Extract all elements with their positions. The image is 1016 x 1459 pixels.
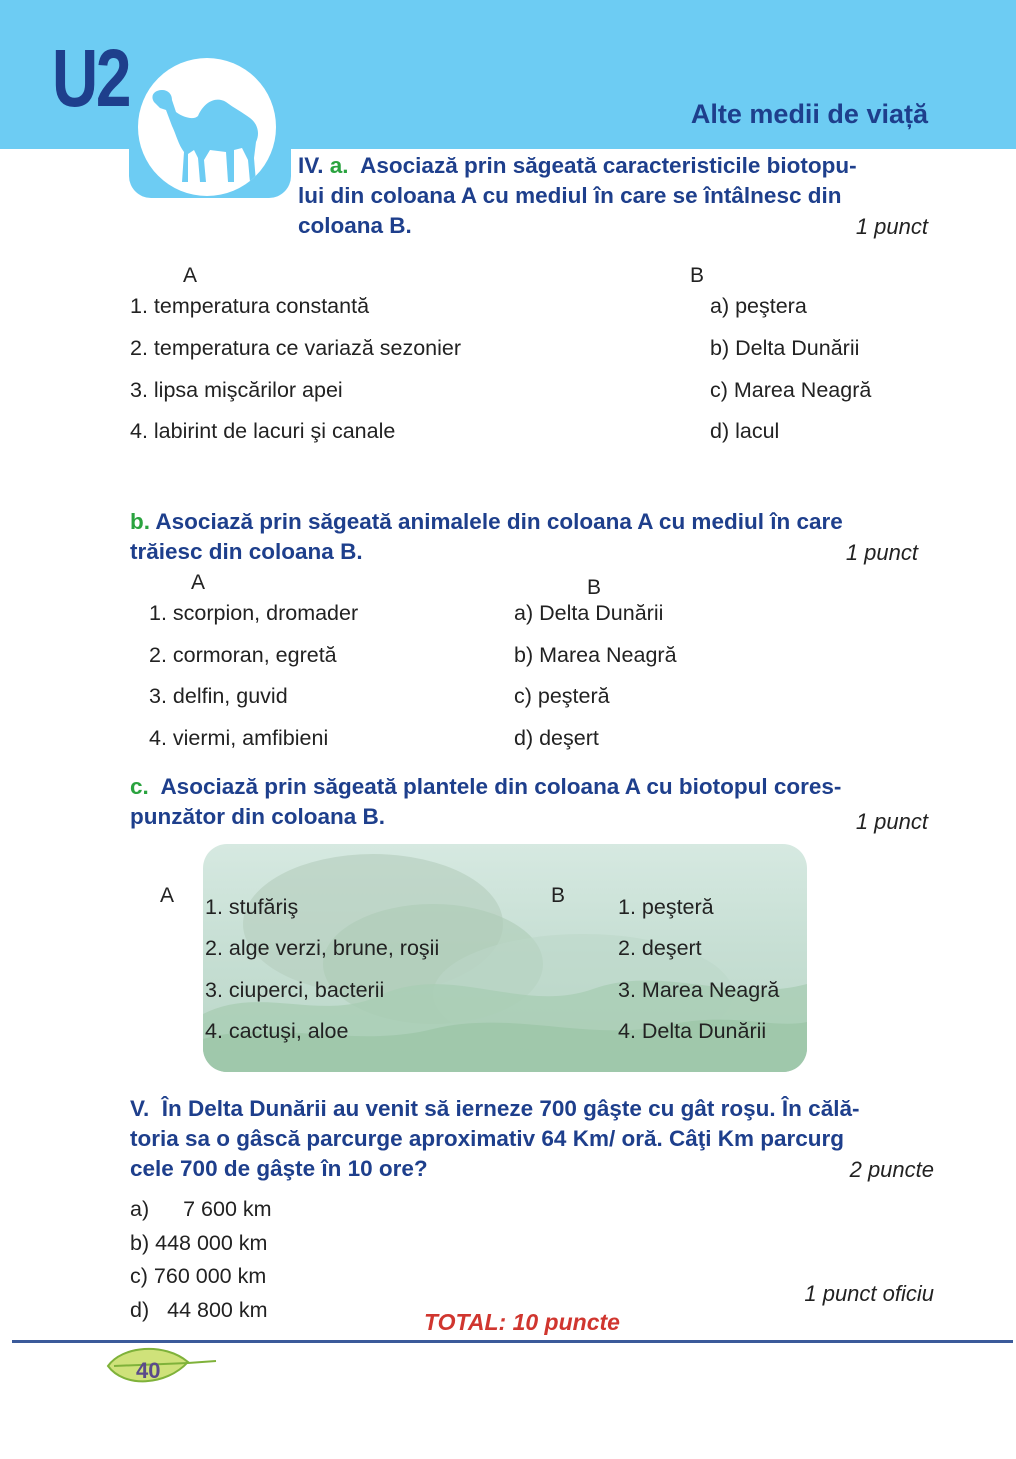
list-item: d) deşert (514, 726, 599, 750)
list-item: 4. labirint de lacuri şi canale (130, 419, 396, 443)
list-item: 2. cormoran, egretă (149, 643, 337, 667)
question-4b-text: b. Asociază prin săgeată animalele din coloana A cu mediul în care trăiesc din coloana B. (130, 509, 843, 564)
list-item: c) peşteră (514, 684, 610, 708)
points-label: 1 punct (855, 214, 928, 239)
list-item: a) Delta Dunării (514, 601, 664, 625)
question-5-text: V. În Delta Dunării au venit să ierneze 700 gâşte cu gât roşu. În călă- toria sa o gâscă parcurge aproximativ 64 Km/ oră. Câţi Km parcurg cele 700 de gâşte în 10 ore? (130, 1096, 860, 1181)
list-item: 2. deşert (618, 936, 702, 960)
answer-option: b) 448 000 km (130, 1231, 268, 1255)
question-letter: b. (130, 509, 150, 534)
list-item: 1. peşteră (618, 895, 714, 919)
question-letter: a. (329, 153, 349, 178)
points-label: 2 puncte (849, 1157, 934, 1182)
leaf-icon (104, 1342, 219, 1392)
list-item: d) lacul (710, 419, 780, 443)
column-b-header: B (587, 576, 602, 599)
list-item: 1. stufăriş (205, 895, 299, 919)
unit-label: U2 (52, 33, 130, 124)
list-item: 4. cactuşi, aloe (205, 1019, 349, 1043)
list-item: 2. temperatura ce variază sezonier (130, 336, 462, 360)
question-4c-text: c. Asociază prin săgeată plantele din coloana A cu biotopul cores- punzător din coloana B. (130, 774, 842, 829)
list-item: c) Marea Neagră (710, 378, 872, 402)
page-number: 40 (136, 1358, 161, 1383)
points-label: 1 punct (845, 540, 918, 565)
list-item: 1. scorpion, dromader (149, 601, 359, 625)
answer-option: d) 44 800 km (130, 1298, 268, 1322)
column-b-header: B (690, 264, 705, 287)
column-a-header: A (160, 884, 175, 907)
column-a-header: A (183, 264, 198, 287)
list-item: 1. temperatura constantă (130, 294, 370, 318)
question-letter: c. (130, 774, 149, 799)
question-number: V. (130, 1096, 150, 1121)
points-label: 1 punct (855, 809, 928, 834)
list-item: 3. delfin, guvid (149, 684, 288, 708)
total-score: TOTAL: 10 puncte (424, 1309, 620, 1335)
official-point-label: 1 punct oficiu (804, 1281, 934, 1306)
list-item: 3. lipsa mişcărilor apei (130, 378, 343, 402)
list-item: 2. alge verzi, brune, roşii (205, 936, 440, 960)
answer-option: a) 7 600 km (130, 1197, 272, 1221)
camel-icon (138, 58, 276, 196)
list-item: a) peştera (710, 294, 807, 318)
list-item: 4. viermi, amfibieni (149, 726, 329, 750)
list-item: b) Marea Neagră (514, 643, 677, 667)
question-number: IV. (298, 153, 324, 178)
list-item: 3. ciuperci, bacterii (205, 978, 385, 1002)
list-item: 4. Delta Dunării (618, 1019, 767, 1043)
question-4a-text: IV. a. Asociază prin săgeată caracteristicile biotopu- lui din coloana A cu mediul în care se întâlnesc din coloana B. (298, 153, 857, 238)
list-item: b) Delta Dunării (710, 336, 860, 360)
list-item: 3. Marea Neagră (618, 978, 780, 1002)
column-b-header: B (551, 884, 566, 907)
chapter-title: Alte medii de viață (690, 99, 928, 129)
column-a-header: A (191, 571, 206, 594)
answer-option: c) 760 000 km (130, 1264, 267, 1288)
